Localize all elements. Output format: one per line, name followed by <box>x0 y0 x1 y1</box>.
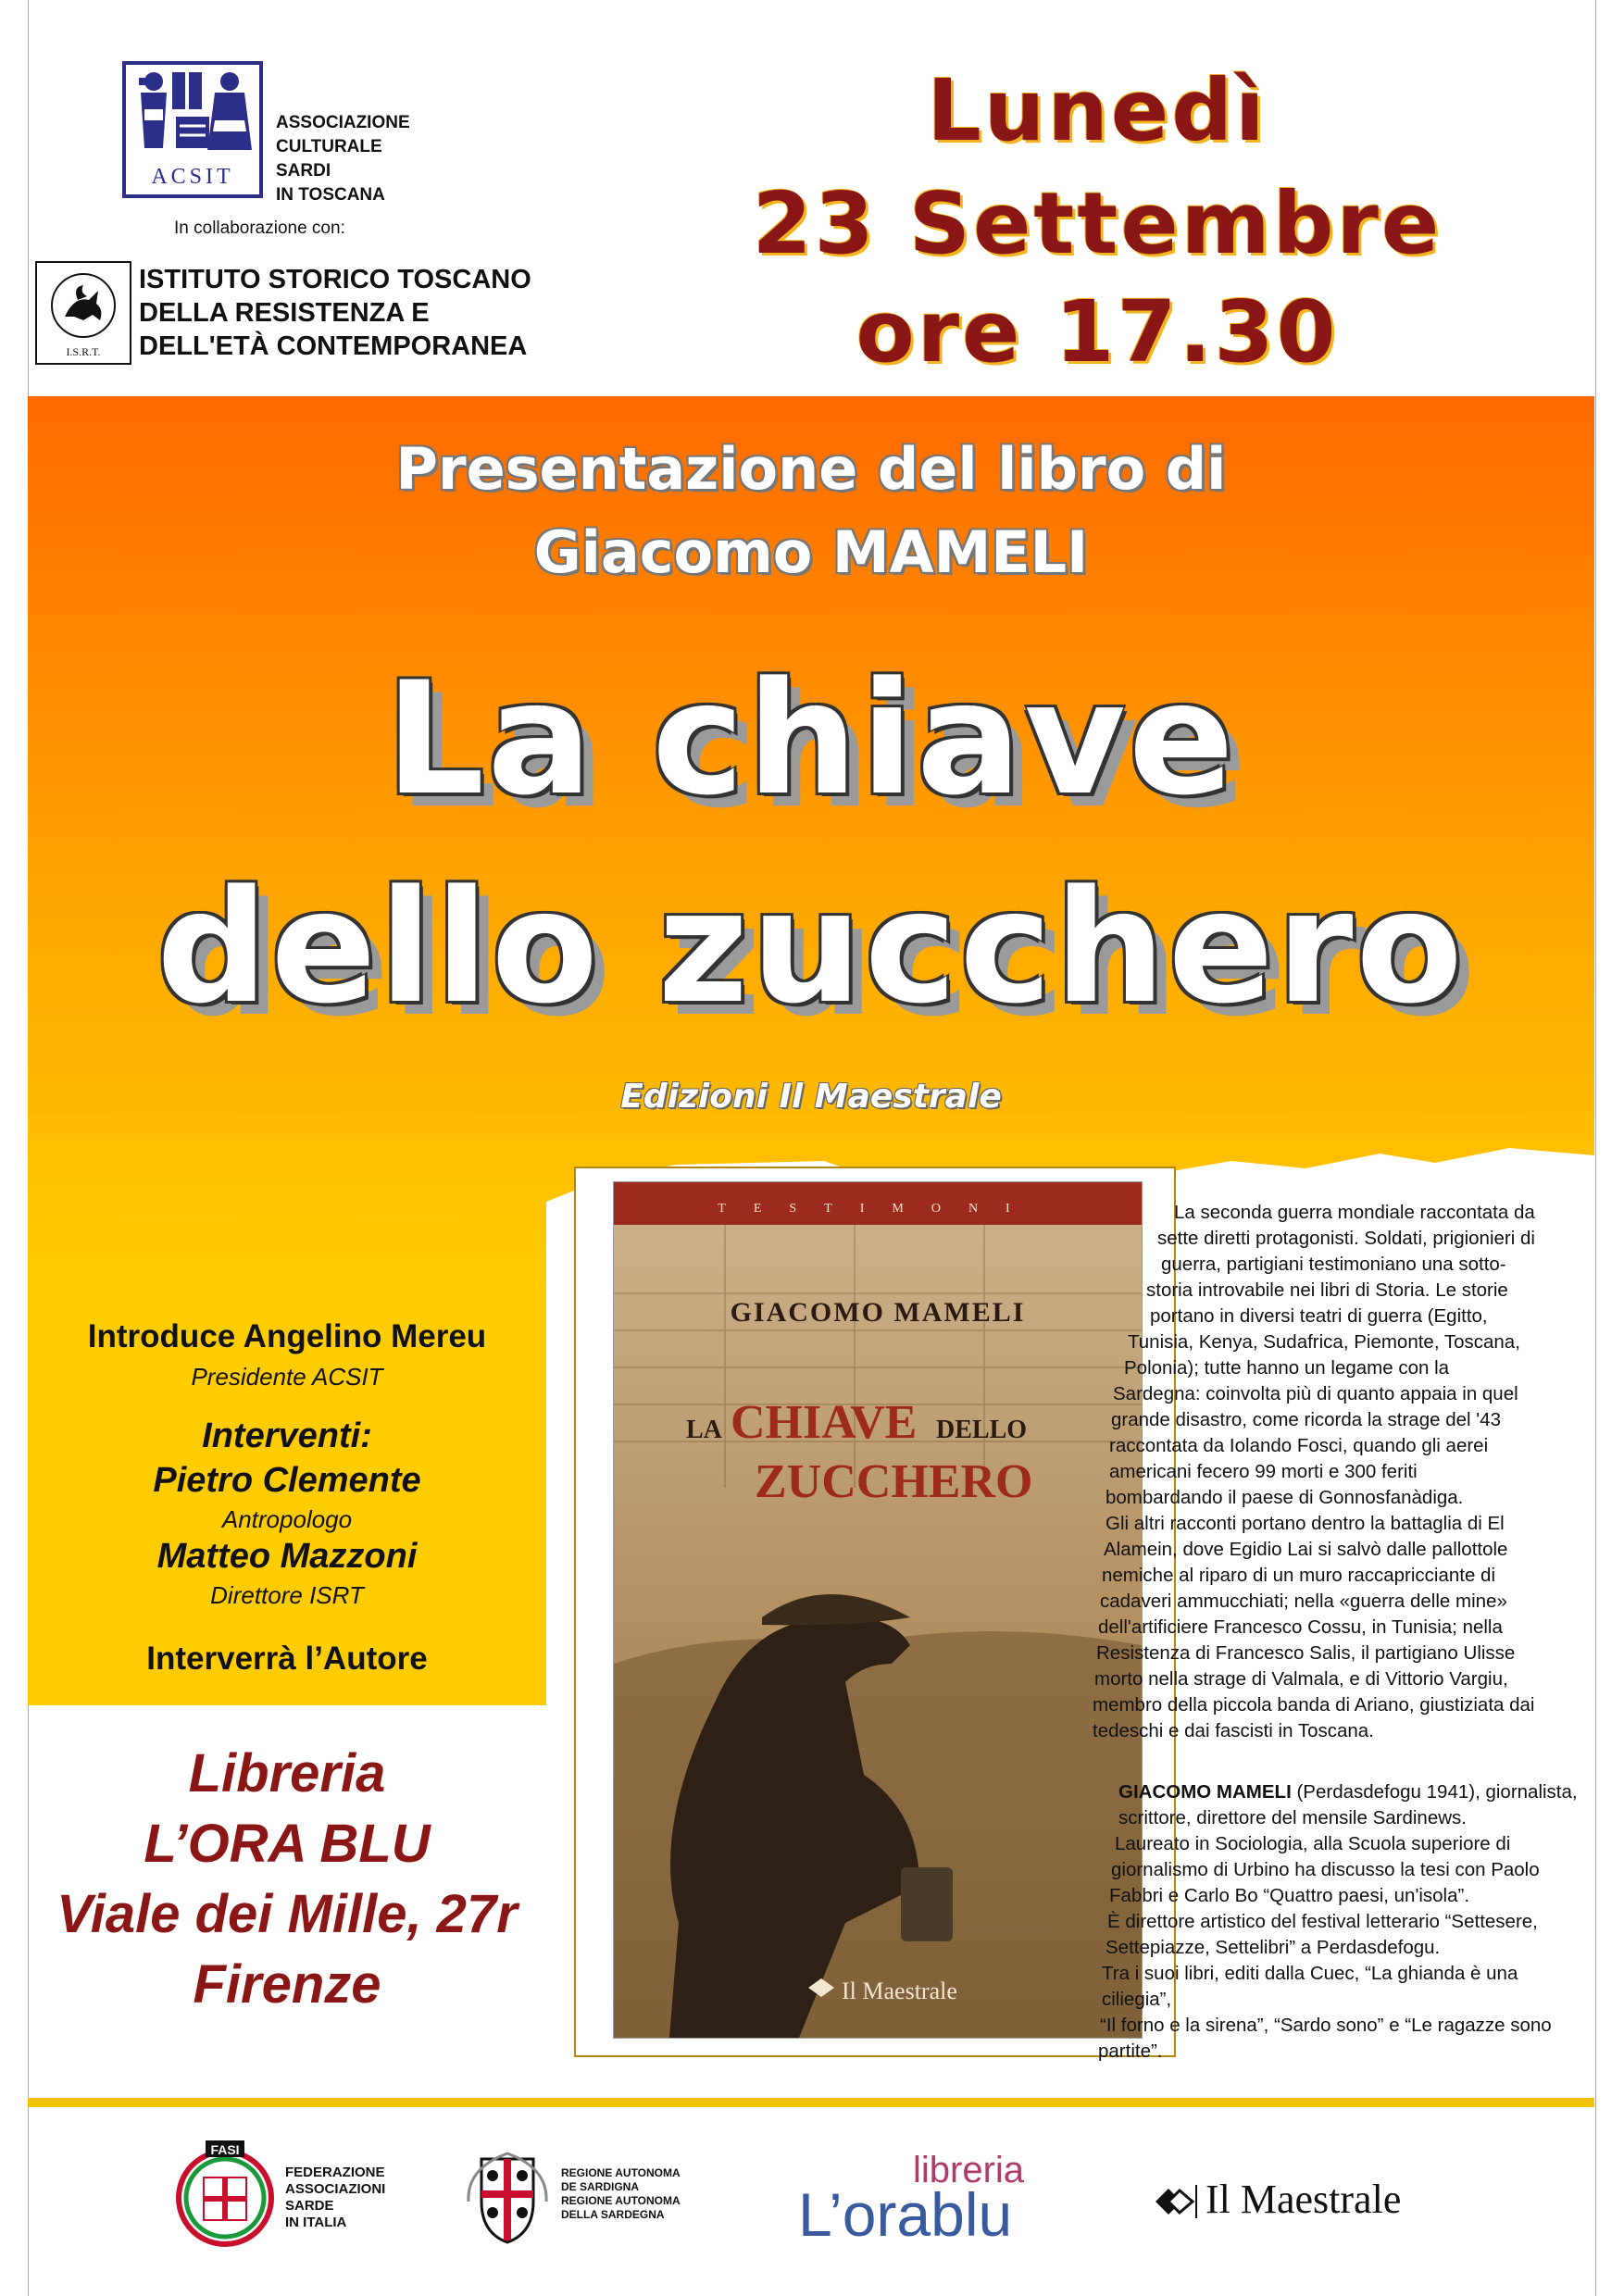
footer-divider <box>28 2098 1594 2107</box>
book-description <box>1093 1200 1535 1744</box>
description-line: portano in diversi teatri di guerra (Egitto, <box>1150 1305 1488 1327</box>
libreria-label: libreria <box>913 2150 1025 2190</box>
description-line: Gli altri racconti portano dentro la battaglia di El <box>1106 1513 1505 1534</box>
description-line: Sardegna: coinvolta più di quanto appaia in quel <box>1113 1383 1518 1404</box>
speaker-role: Direttore ISRT <box>210 1581 364 1609</box>
description-line: storia introvabile nei libri di Storia. Le storie <box>1146 1279 1508 1301</box>
interventions-heading: Interventi: <box>202 1416 372 1455</box>
regione-name-line: REGIONE AUTONOMA <box>561 2194 681 2207</box>
introducer-role: Presidente ACSIT <box>191 1363 383 1391</box>
book-cover-art <box>614 1182 1142 2038</box>
bio-line: Tra i suoi libri, editi dalla Cuec, “La ghianda è una ciliegia”, <box>1102 1963 1518 2010</box>
acsit-name-line: CULTURALE <box>276 137 382 156</box>
orablu-logo: L’orablu <box>798 2180 1013 2249</box>
acsit-figures-icon <box>126 65 259 194</box>
regione-name-line: DELLA SARDEGNA <box>561 2208 665 2221</box>
description-line: raccontata da Iolando Fosci, quando gli aerei <box>1109 1435 1489 1456</box>
description-line: bombardando il paese di Gonnosfanàdiga. <box>1106 1487 1464 1508</box>
svg-text:Il Maestrale: Il Maestrale <box>842 1978 957 2004</box>
description-line: morto nella strage di Valmala, e di Vittorio Vargiu, <box>1094 1668 1508 1690</box>
venue-address: Viale dei Mille, 27r <box>56 1884 518 1944</box>
author-line: Giacomo MAMELI <box>533 518 1089 586</box>
speaker-name: Matteo Mazzoni <box>156 1537 418 1576</box>
collaboration-label: In collaborazione con: <box>174 218 345 238</box>
venue-city: Firenze <box>193 1954 381 2015</box>
bio-line: È direttore artistico del festival letterario “Settesere, <box>1107 1911 1538 1932</box>
presentation-line: Presentazione del libro di <box>395 435 1227 503</box>
introducer: Introduce Angelino Mereu <box>87 1318 487 1354</box>
description-line: Resistenza di Francesco Salis, il partigiano Ulisse <box>1096 1642 1516 1664</box>
description-line: dell'artificiere Francesco Cossu, in Tunisia; nella <box>1098 1616 1503 1638</box>
svg-text:CHIAVE: CHIAVE <box>731 1396 918 1449</box>
acsit-name-line: SARDI <box>276 161 331 181</box>
acsit-logo <box>122 61 263 198</box>
svg-text:DELLO: DELLO <box>936 1416 1028 1444</box>
venue-name: L’ORA BLU <box>144 1814 431 1874</box>
svg-text:I.S.R.T.: I.S.R.T. <box>66 345 101 358</box>
acsit-name-line: IN TOSCANA <box>276 185 385 205</box>
bio-line: Laureato in Sociologia, alla Scuola superiore di <box>1115 1833 1511 1854</box>
book-title-line2: dello zucchero <box>156 856 1466 1038</box>
event-day: Lunedì <box>927 61 1268 160</box>
bio-line: Fabbri e Carlo Bo “Quattro paesi, un'isola”. <box>1109 1885 1470 1906</box>
isrt-name-line: DELLA RESISTENZA E <box>139 298 430 328</box>
bio-line: scrittore, direttore del mensile Sardinews. <box>1118 1807 1467 1828</box>
acsit-name-line: ASSOCIAZIONE <box>276 113 410 132</box>
regione-name-line: REGIONE AUTONOMA <box>561 2166 681 2179</box>
description-line: Tunisia, Kenya, Sudafrica, Piemonte, Toscana, <box>1128 1331 1520 1353</box>
description-line: tedeschi e dai fascisti in Toscana. <box>1093 1720 1374 1741</box>
description-line: Alamein, dove Egidio Lai si salvò dalle pallottole <box>1104 1539 1508 1560</box>
event-time: ore 17.30 <box>856 282 1339 381</box>
bio-line: Settepiazze, Settelibri” a Perdasdefogu. <box>1106 1937 1441 1958</box>
isrt-name-line: ISTITUTO STORICO TOSCANO <box>139 265 531 294</box>
fasi-name-line: SARDE <box>285 2198 334 2214</box>
svg-text:ZUCCHERO: ZUCCHERO <box>755 1455 1033 1508</box>
bio-line-text: (Perdasdefogu 1941), giornalista, <box>1291 1781 1578 1803</box>
book-cover <box>613 1181 1143 2039</box>
description-line: La seconda guerra mondiale raccontata da <box>1174 1202 1535 1223</box>
fasi-name <box>285 2165 385 2231</box>
bio-line <box>1104 1779 1585 1805</box>
bio-line: giornalismo di Urbino ha discusso la tesi con Paolo <box>1111 1859 1540 1880</box>
fasi-name-line: ASSOCIAZIONI <box>285 2181 386 2197</box>
bio-line: partite”. <box>1098 2040 1163 2062</box>
svg-text:LA: LA <box>686 1416 722 1444</box>
publisher-line: Edizioni Il Maestrale <box>620 1078 1002 1116</box>
description-line: membro della piccola banda di Ariano, giustiziata dai <box>1093 1694 1535 1716</box>
svg-text:FASI: FASI <box>210 2142 240 2157</box>
event-date: 23 Settembre <box>752 174 1443 273</box>
isrt-logo <box>35 261 131 365</box>
description-line: nemiche al riparo di un muro raccapricciante di <box>1102 1565 1496 1586</box>
fasi-logo <box>170 2140 280 2250</box>
description-line: grande disastro, come ricorda la strage del '43 <box>1111 1409 1501 1430</box>
speaker-name: Pietro Clemente <box>153 1461 421 1500</box>
fasi-name-line: IN ITALIA <box>285 2215 347 2230</box>
description-line: americani fecero 99 morti e 300 feriti <box>1109 1461 1418 1482</box>
fasi-name-line: FEDERAZIONE <box>285 2165 385 2180</box>
description-line: cadaveri ammucchiati; nella «guerra delle mine» <box>1100 1591 1507 1612</box>
isrt-name <box>139 263 531 363</box>
description-line: guerra, partigiani testimoniano una sotto- <box>1161 1254 1506 1275</box>
speaker-role: Antropologo <box>221 1505 353 1533</box>
maestrale-logo: Il Maestrale <box>1206 2177 1402 2222</box>
regione-sardegna-emblem <box>463 2150 552 2246</box>
maestrale-diamond-icon <box>1152 2183 1198 2220</box>
pegasus-icon <box>37 263 130 363</box>
bio-author-name: GIACOMO MAMELI <box>1118 1781 1292 1803</box>
author-attends: Interverrà l’Autore <box>146 1641 428 1677</box>
regione-name-line: DE SARDIGNA <box>561 2180 640 2193</box>
svg-text:ACSIT: ACSIT <box>151 165 234 189</box>
author-bio <box>1098 1779 1585 2065</box>
description-line: Polonia); tutte hanno un legame con la <box>1124 1357 1450 1379</box>
acsit-name <box>276 111 410 207</box>
description-line: sette diretti protagonisti. Soldati, prigionieri di <box>1157 1228 1535 1249</box>
venue-line: Libreria <box>188 1743 386 1803</box>
svg-text:TESTIMONI: TESTIMONI <box>718 1202 1038 1216</box>
svg-text:GIACOMO MAMELI: GIACOMO MAMELI <box>730 1297 1026 1328</box>
isrt-name-line: DELL'ETÀ CONTEMPORANEA <box>139 331 528 361</box>
regione-name <box>561 2166 681 2222</box>
book-title-line1: La chiave <box>385 648 1237 830</box>
bio-line: “Il forno e la sirena”, “Sardo sono” e “Le ragazze sono <box>1100 2015 1552 2036</box>
